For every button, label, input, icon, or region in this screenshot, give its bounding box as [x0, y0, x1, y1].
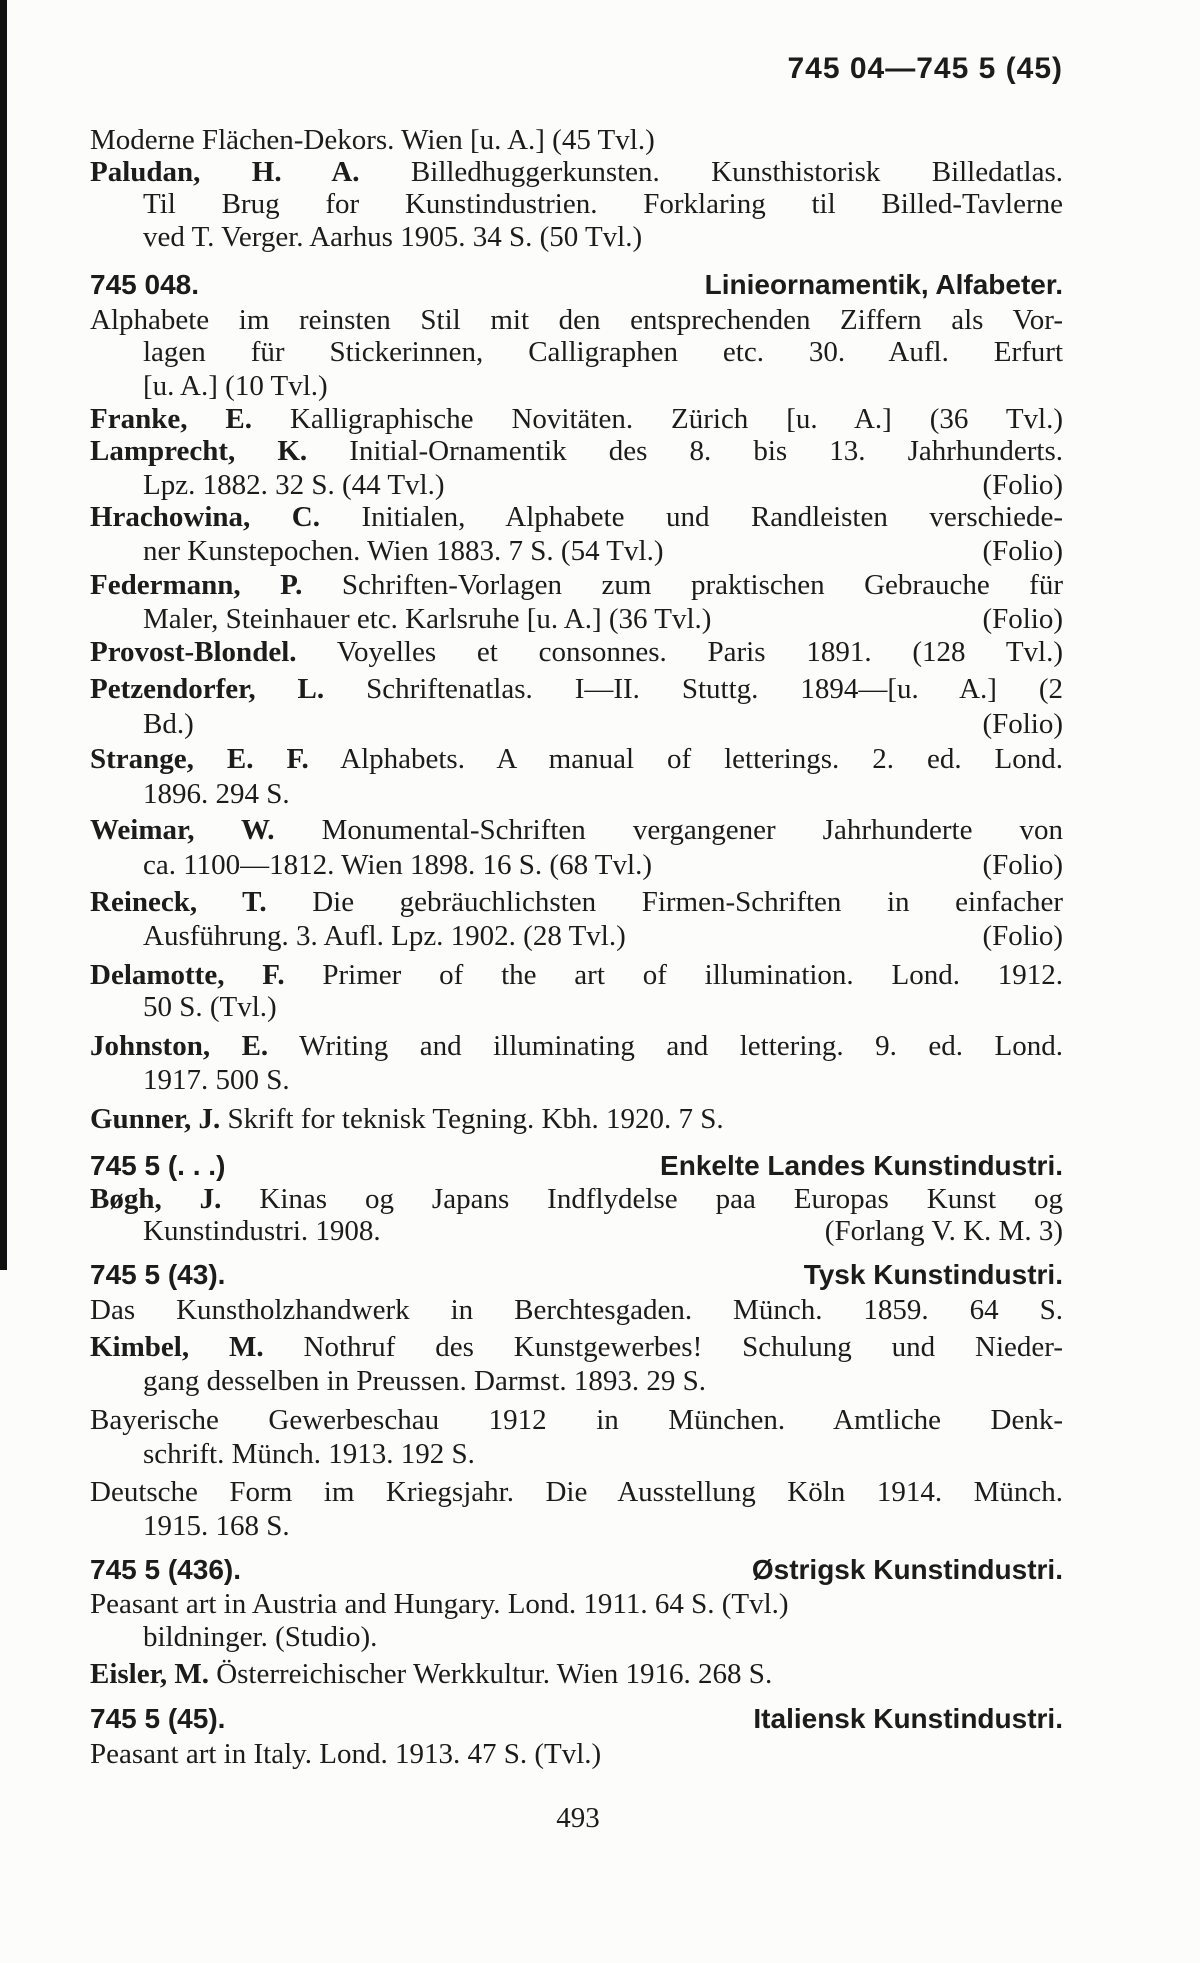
section-title: Østrigsk Kunstindustri.	[751, 1554, 1063, 1585]
entry-text: Kunstindustri. 1908.	[143, 1215, 381, 1247]
entry-line	[143, 1213, 1063, 1249]
entry-line	[90, 1736, 1063, 1772]
entry-author: Strange, E. F.	[90, 743, 309, 775]
section-title: Italiensk Kunstindustri.	[753, 1703, 1063, 1734]
entry-author: Johnston, E.	[90, 1030, 269, 1062]
entry-line	[143, 219, 1063, 255]
page-number: 493	[556, 1802, 600, 1834]
entry-format-note: (Folio)	[982, 708, 1063, 740]
entry-author: Lamprecht, K.	[90, 435, 308, 467]
entry-line	[143, 186, 1063, 222]
entry-author: Bøgh, J.	[90, 1183, 222, 1215]
entry-text: Schriftenatlas. I—II. Stuttg. 1894—[u. A.] (2	[366, 673, 1063, 705]
entry-line	[90, 1181, 1063, 1217]
entry-line	[143, 1436, 1063, 1472]
entry-line	[90, 154, 1063, 190]
entry-text: Moderne Flächen-Dekors. Wien [u. A.] (45 Tvl.)	[90, 124, 655, 156]
entry-text: lagen für Stickerinnen, Calligraphen etc. 30. Aufl. Erfurt	[143, 336, 1063, 368]
entry-line	[90, 1329, 1063, 1365]
section-heading	[90, 1701, 1063, 1737]
entry-line	[143, 1363, 1063, 1399]
entry-author: Provost-Blondel.	[90, 636, 297, 668]
entry-line	[143, 847, 1063, 883]
entry-text: Alphabete im reinsten Stil mit den entsprechenden Ziffern als Vor-	[90, 304, 1063, 336]
entry-line	[90, 1474, 1063, 1510]
entry-line	[143, 918, 1063, 954]
entry-format-note: (Forlang V. K. M. 3)	[824, 1215, 1063, 1247]
entry-line	[90, 1656, 1063, 1692]
scan-edge-shadow	[0, 0, 7, 1270]
entry-author: Hrachowina, C.	[90, 501, 320, 533]
section-heading	[90, 1257, 1063, 1293]
entry-line	[90, 812, 1063, 848]
section-heading	[90, 1148, 1063, 1184]
entry-text: 1917. 500 S.	[143, 1064, 290, 1096]
entry-line	[90, 302, 1063, 338]
running-head: 745 04—745 5 (45)	[787, 52, 1063, 85]
entry-line	[90, 1402, 1063, 1438]
entry-text: Peasant art in Italy. Lond. 1913. 47 S. (Tvl.)	[90, 1738, 602, 1770]
entry-line	[90, 634, 1063, 670]
entry-line	[90, 957, 1063, 993]
entry-text: Deutsche Form im Kriegsjahr. Die Ausstellung Köln 1914. Münch.	[90, 1476, 1063, 1508]
entry-author: Reineck, T.	[90, 886, 267, 918]
entry-text: Österreichischer Werkkultur. Wien 1916. 268 S.	[216, 1658, 773, 1690]
entry-line	[143, 601, 1063, 637]
entry-text: ner Kunstepochen. Wien 1883. 7 S. (54 Tvl.)	[143, 535, 664, 567]
section-number: 745 5 (. . .)	[90, 1150, 226, 1181]
entry-format-note: (Folio)	[982, 849, 1063, 881]
section-title: Linieornamentik, Alfabeter.	[704, 269, 1063, 300]
entry-author: Paludan, H. A.	[90, 156, 360, 188]
entry-line	[90, 122, 1063, 158]
entry-line	[143, 776, 1063, 812]
entry-author: Weimar, W.	[90, 814, 275, 846]
entry-author: Kimbel, M.	[90, 1331, 264, 1363]
entry-text: Skrift for teknisk Tegning. Kbh. 1920. 7 S.	[227, 1103, 724, 1135]
entry-line	[90, 884, 1063, 920]
section-title: Enkelte Landes Kunstindustri.	[660, 1150, 1063, 1181]
entry-line	[143, 368, 1063, 404]
entry-text: Nothruf des Kunstgewerbes! Schulung und Nieder-	[303, 1331, 1063, 1363]
section-heading	[90, 1552, 1063, 1588]
entry-text: Primer of the art of illumination. Lond. 1912.	[322, 959, 1063, 991]
entry-text: Peasant art in Austria and Hungary. Lond. 1911. 64 S. (Tvl.)	[90, 1588, 789, 1620]
section-heading	[90, 267, 1063, 303]
entry-line	[90, 741, 1063, 777]
entry-line	[90, 1028, 1063, 1064]
entry-text: Schriften-Vorlagen zum praktischen Gebrauche für	[341, 569, 1063, 601]
entry-line	[90, 567, 1063, 603]
entry-line	[143, 1619, 1063, 1655]
entry-line	[143, 1508, 1063, 1544]
entry-line	[90, 433, 1063, 469]
entry-text: 1915. 168 S.	[143, 1510, 290, 1542]
section-number: 745 5 (43).	[90, 1259, 226, 1290]
entry-text: Bayerische Gewerbeschau 1912 in München. Amtliche Denk-	[90, 1404, 1063, 1436]
entry-format-note: (Folio)	[982, 603, 1063, 635]
entry-text: [u. A.] (10 Tvl.)	[143, 370, 328, 402]
entry-text: Til Brug for Kunstindustrien. Forklaring til Billed-Tavlerne	[143, 188, 1063, 220]
entry-text: schrift. Münch. 1913. 192 S.	[143, 1438, 475, 1470]
entry-text: Das Kunstholzhandwerk in Berchtesgaden. Münch. 1859. 64 S.	[90, 1294, 1063, 1326]
entry-text: ved T. Verger. Aarhus 1905. 34 S. (50 Tvl.)	[143, 221, 643, 253]
entry-text: Writing and illuminating and lettering. 9. ed. Lond.	[299, 1030, 1063, 1062]
entry-format-note: (Folio)	[982, 920, 1063, 952]
entry-line	[143, 533, 1063, 569]
entry-text: Voyelles et consonnes. Paris 1891. (128 Tvl.)	[336, 636, 1063, 668]
entry-text: Maler, Steinhauer etc. Karlsruhe [u. A.] (36 Tvl.)	[143, 603, 712, 635]
entry-text: Kinas og Japans Indflydelse paa Europas Kunst og	[259, 1183, 1063, 1215]
entry-author: Franke, E.	[90, 403, 252, 435]
entry-line	[143, 467, 1063, 503]
entry-text: Ausführung. 3. Aufl. Lpz. 1902. (28 Tvl.)	[143, 920, 626, 952]
entry-text: Bd.)	[143, 708, 194, 740]
entry-text: Die gebräuchlichsten Firmen-Schriften in einfacher	[312, 886, 1063, 918]
entry-author: Petzendorfer, L.	[90, 673, 325, 705]
entry-text: Lpz. 1882. 32 S. (44 Tvl.)	[143, 469, 445, 501]
entry-line	[90, 401, 1063, 437]
entry-text: Alphabets. A manual of letterings. 2. ed. Lond.	[340, 743, 1063, 775]
entry-line	[143, 706, 1063, 742]
entry-author: Eisler, M.	[90, 1658, 209, 1690]
entry-line	[143, 1062, 1063, 1098]
entry-text: ca. 1100—1812. Wien 1898. 16 S. (68 Tvl.)	[143, 849, 652, 881]
entry-text: gang desselben in Preussen. Darmst. 1893. 29 S.	[143, 1365, 707, 1397]
section-number: 745 5 (436).	[90, 1554, 241, 1585]
entry-author: Federmann, P.	[90, 569, 303, 601]
entry-author: Gunner, J.	[90, 1103, 221, 1135]
entry-line	[90, 671, 1063, 707]
entry-line	[143, 334, 1063, 370]
entry-line	[90, 1586, 1063, 1622]
entry-text: Kalligraphische Novitäten. Zürich [u. A.] (36 Tvl.)	[289, 403, 1063, 435]
entry-author: Delamotte, F.	[90, 959, 285, 991]
entry-line	[143, 989, 1063, 1025]
entry-line	[90, 1292, 1063, 1328]
entry-line	[90, 1101, 1063, 1137]
section-number: 745 048.	[90, 269, 199, 300]
entry-line	[90, 499, 1063, 535]
entry-text: 50 S. (Tvl.)	[143, 991, 277, 1023]
entry-format-note: (Folio)	[982, 469, 1063, 501]
section-number: 745 5 (45).	[90, 1703, 226, 1734]
section-title: Tysk Kunstindustri.	[803, 1259, 1063, 1290]
entry-format-note: (Folio)	[982, 535, 1063, 567]
entry-text: Billedhuggerkunsten. Kunsthistorisk Billedatlas.	[410, 156, 1063, 188]
entry-text: bildninger. (Studio).	[143, 1621, 378, 1653]
entry-text: Monumental-Schriften vergangener Jahrhunderte von	[321, 814, 1063, 846]
entry-text: Initial-Ornamentik des 8. bis 13. Jahrhunderts.	[349, 435, 1063, 467]
entry-text: 1896. 294 S.	[143, 778, 290, 810]
entry-text: Initialen, Alphabete und Randleisten verschiede-	[361, 501, 1063, 533]
